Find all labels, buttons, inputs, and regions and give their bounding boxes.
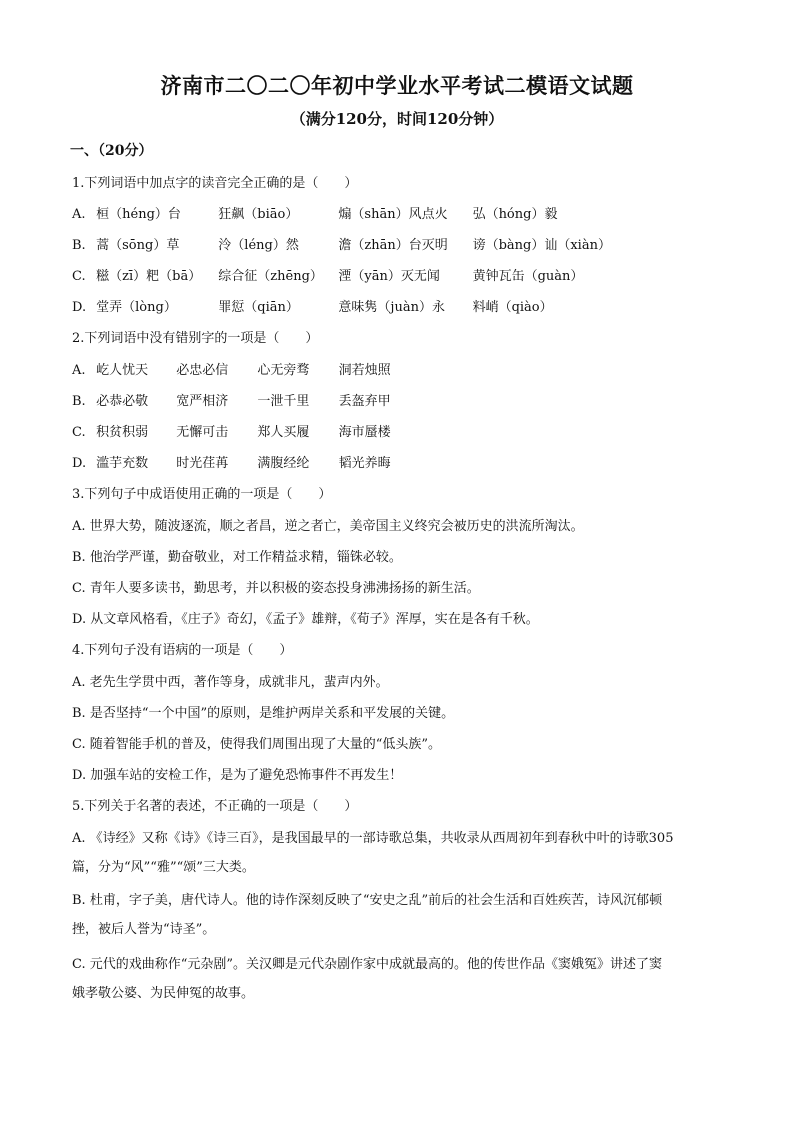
option-term: 湮（yān）灭无闻 [338,269,440,284]
q3-option-d: D. 从文章风格看，《庄子》奇幻，《孟子》雄辩，《荀子》浑厚，实在是各有千秋。 [72,612,539,627]
option-key: C. [72,269,86,284]
option-term: 时光荏苒 [176,456,229,471]
option-term: 意味隽（juàn）永 [338,300,445,315]
question-3-stem: 3.下列句子中成语使用正确的一项是（ ） [72,487,332,502]
option-term: 必恭必敬 [96,394,149,409]
option-term: 狂飙（biāo） [218,207,299,222]
option-term: 桓（héng）台 [96,207,181,222]
option-term: 煽（shān）风点火 [338,207,448,222]
option-term: 糍（zī）粑（bā） [96,269,202,284]
option-term: 满腹经纶 [257,456,310,471]
option-key: D. [72,456,87,471]
option-term: 一泄千里 [257,394,310,409]
option-term: 海市蜃楼 [338,425,391,440]
option-term: 丢盔弃甲 [338,394,391,409]
q3-option-c: C. 青年人要多读书，勤思考，并以积极的姿态投身沸沸扬扬的新生活。 [72,581,480,596]
option-term: 蒿（sōng）草 [96,238,180,253]
option-term: 滥芋充数 [96,456,149,471]
option-term: 综合征（zhēng） [218,269,323,284]
q5-option-b-line1: B. 杜甫，字子美，唐代诗人。他的诗作深刻反映了“安史之乱”前后的社会生活和百姓疾苦，诗风沉郁顿 [72,893,663,908]
option-key: B. [72,238,86,253]
q5-option-a-line2: 篇，分为“风”“雅”“颂”三大类。 [72,860,255,875]
option-term: 罪愆（qiān） [218,300,299,315]
q4-option-b: B. 是否坚持“一个中国”的原则，是维护两岸关系和平发展的关键。 [72,706,455,721]
q2-option-b [72,390,391,409]
option-term: 堂弄（lòng） [96,300,177,315]
option-key: A. [72,363,86,378]
option-term: 韬光养晦 [338,456,391,471]
option-term: 谤（bàng）讪（xiàn） [472,238,611,253]
question-2-stem: 2.下列词语中没有错别字的一项是（ ） [72,331,319,346]
option-term: 弘（hóng）毅 [472,207,558,222]
option-term: 洞若烛照 [338,363,391,378]
option-term: 黄钟瓦缶（guàn） [472,269,584,284]
q1-option-a [72,203,557,222]
option-term: 泠（léng）然 [218,238,299,253]
option-key: A. [72,207,86,222]
section-heading: 一、（20分） [70,143,153,159]
q2-option-a [72,359,391,378]
question-4-stem: 4.下列句子没有语病的一项是（ ） [72,643,293,658]
q1-option-c [72,265,583,284]
option-term: 澹（zhān）台灭明 [338,238,448,253]
option-term: 无懈可击 [176,425,229,440]
option-key: B. [72,394,86,409]
option-term: 必忠必信 [176,363,229,378]
option-term: 积贫积弱 [96,425,149,440]
q4-option-c: C. 随着智能手机的普及，使得我们周围出现了大量的“低头族”。 [72,737,442,752]
q5-option-c-line2: 娥孝敬公婆、为民伸冤的故事。 [72,986,255,1001]
option-term: 屹人忧天 [96,363,149,378]
option-term: 料峭（qiào） [472,300,553,315]
option-key: D. [72,300,87,315]
q3-option-b: B. 他治学严谨，勤奋敬业，对工作精益求精，锱铢必较。 [72,550,402,565]
q1-option-d [72,296,553,315]
question-5-stem: 5.下列关于名著的表述，不正确的一项是（ ） [72,799,358,814]
q4-option-d: D. 加强车站的安检工作，是为了避免恐怖事件不再发生！ [72,768,403,783]
option-key: C. [72,425,86,440]
page-subtitle: （满分120分，时间120分钟） [290,110,504,128]
question-1-stem: 1.下列词语中加点字的读音完全正确的是（ ） [72,176,358,191]
q5-option-c-line1: C. 元代的戏曲称作“元杂剧”。关汉卿是元代杂剧作家中成就最高的。他的传世作品《窦娥冤》讲述了窦 [72,957,663,972]
option-term: 心无旁骛 [257,363,310,378]
option-term: 郑人买履 [257,425,310,440]
q3-option-a: A. 世界大势，随波逐流，顺之者昌，逆之者亡，美帝国主义终究会被历史的洪流所淘汰。 [72,519,584,534]
q4-option-a: A. 老先生学贯中西，著作等身，成就非凡，蜚声内外。 [72,675,389,690]
q2-option-d [72,452,391,471]
option-term: 宽严相济 [176,394,229,409]
q5-option-b-line2: 挫，被后人誉为“诗圣”。 [72,922,216,937]
q2-option-c [72,421,391,440]
q5-option-a-line1: A. 《诗经》又称《诗》《诗三百》，是我国最早的一部诗歌总集，共收录从西周初年到春秋中叶的诗歌305 [72,831,674,846]
page-title: 济南市二〇二〇年初中学业水平考试二模语文试题 [160,73,634,98]
q1-option-b [72,234,611,253]
